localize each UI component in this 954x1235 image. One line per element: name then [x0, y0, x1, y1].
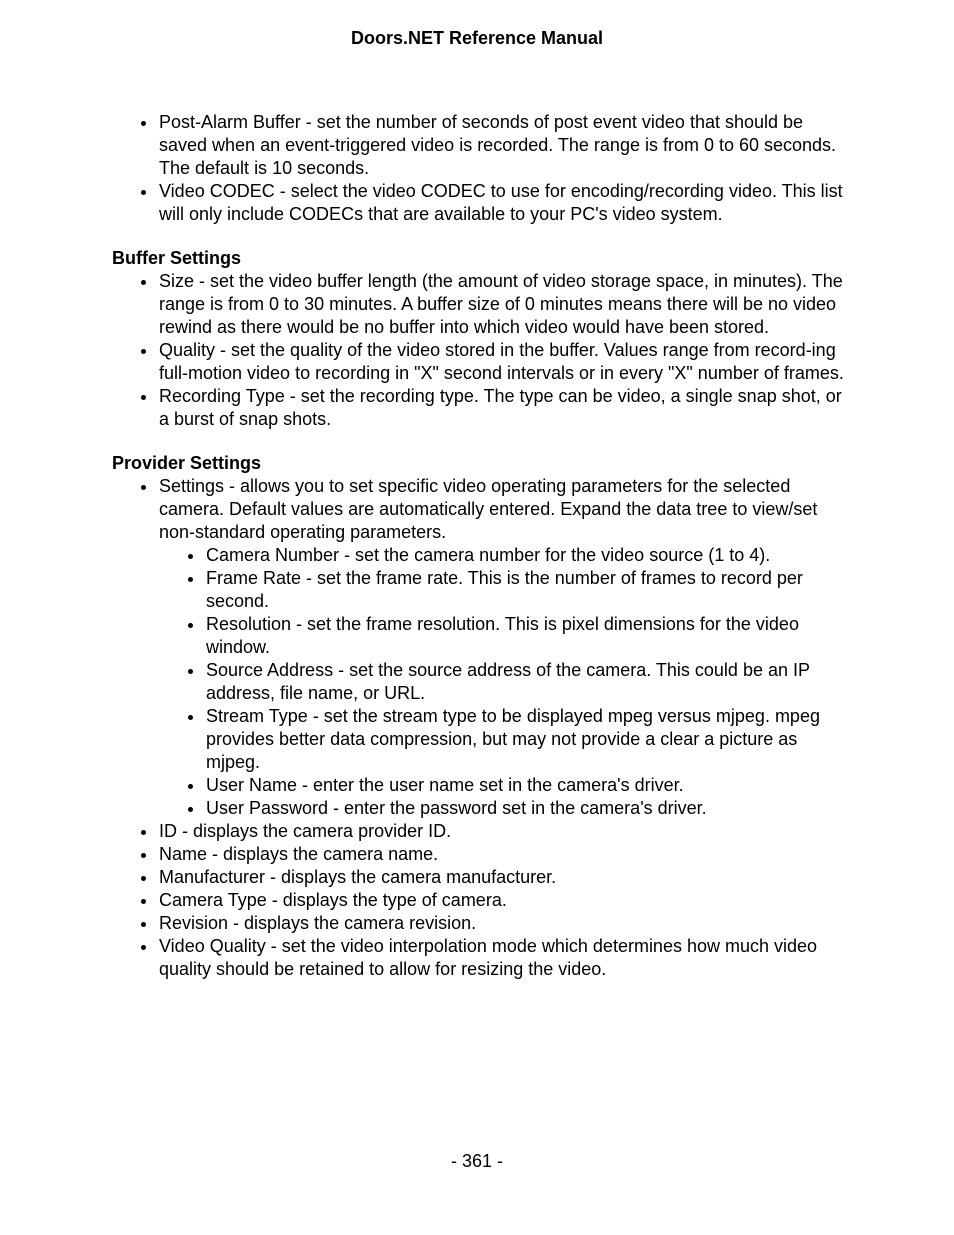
provider-settings-list	[112, 475, 847, 981]
buffer-settings-list	[112, 270, 847, 431]
sub-item-user-name: User Name - enter the user name set in the camera's driver.	[159, 774, 847, 797]
sub-item-source-address: Source Address - set the source address of the camera. This could be an IP address, file name, or URL.	[159, 659, 847, 705]
list-item-settings	[112, 475, 847, 820]
sub-item-stream-type: Stream Type - set the stream type to be displayed mpeg versus mjpeg. mpeg provides better data compression, but may not provide a clear a picture as mjpeg.	[159, 705, 847, 774]
sub-item-camera-number: Camera Number - set the camera number for the video source (1 to 4).	[159, 544, 847, 567]
settings-sub-list	[159, 544, 847, 820]
page-number: - 361 -	[450, 1151, 504, 1171]
list-item-recording-type: Recording Type - set the recording type. The type can be video, a single snap shot, or a burst of snap shots.	[112, 385, 847, 431]
list-item-size: Size - set the video buffer length (the amount of video storage space, in minutes). The range is from 0 to 30 minutes. A buffer size of 0 minutes means there will be no video rewind as there would be no buffer into which video would have been stored.	[112, 270, 847, 339]
sub-item-frame-rate: Frame Rate - set the frame rate. This is the number of frames to record per second.	[159, 567, 847, 613]
list-item-post-alarm-buffer: Post-Alarm Buffer - set the number of seconds of post event video that should be saved when an event-triggered video is recorded. The range is from 0 to 60 seconds. The default is 10 seconds.	[112, 111, 847, 180]
intro-list	[112, 111, 847, 226]
list-item-video-quality: Video Quality - set the video interpolation mode which determines how much video quality should be retained to allow for resizing the video.	[112, 935, 847, 981]
list-item-id: ID - displays the camera provider ID.	[112, 820, 847, 843]
page-header: Doors.NET Reference Manual	[350, 28, 604, 48]
list-item-camera-type: Camera Type - displays the type of camera.	[112, 889, 847, 912]
section-heading-buffer-settings: Buffer Settings	[112, 248, 242, 268]
list-item-quality: Quality - set the quality of the video stored in the buffer. Values range from record-ing full-motion video to recording in "X" second intervals or in every "X" number of frames.	[112, 339, 847, 385]
sub-item-resolution: Resolution - set the frame resolution. This is pixel dimensions for the video window.	[159, 613, 847, 659]
sub-item-user-password: User Password - enter the password set in the camera's driver.	[159, 797, 847, 820]
settings-item-text: Settings - allows you to set specific video operating parameters for the selected camera. Default values are automatically entered. Expand the data tree to view/set non-standard operating parameters.	[159, 476, 818, 542]
list-item-video-codec: Video CODEC - select the video CODEC to use for encoding/recording video. This list will only include CODECs that are available to your PC's video system.	[112, 180, 847, 226]
list-item-revision: Revision - displays the camera revision.	[112, 912, 847, 935]
list-item-manufacturer: Manufacturer - displays the camera manufacturer.	[112, 866, 847, 889]
section-heading-provider-settings: Provider Settings	[112, 453, 262, 473]
list-item-name: Name - displays the camera name.	[112, 843, 847, 866]
page-content	[112, 111, 847, 981]
